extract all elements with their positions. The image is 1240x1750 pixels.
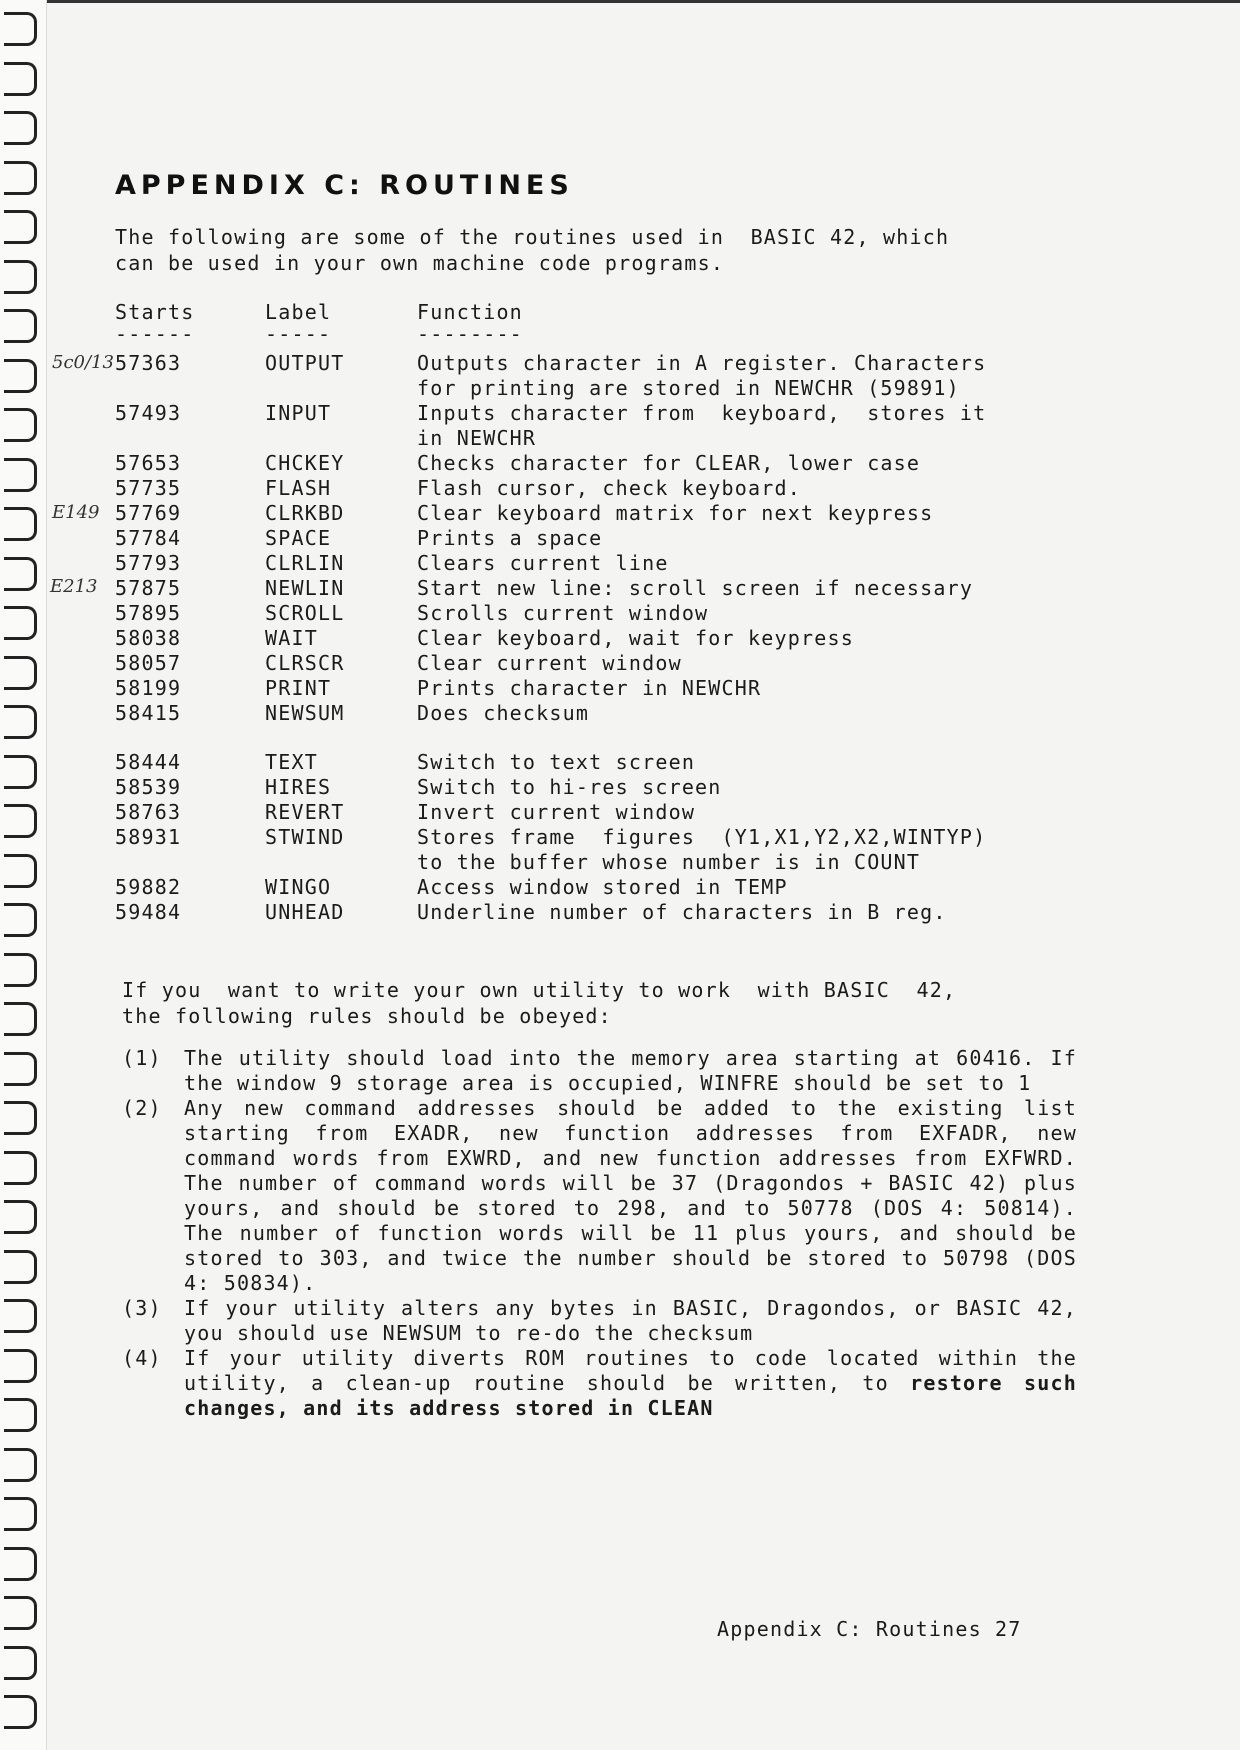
table-row xyxy=(115,676,1075,701)
routine-label: SCROLL xyxy=(265,601,345,625)
routine-function: Clear keyboard matrix for next keypress xyxy=(417,501,934,525)
routine-start-address: 58199 xyxy=(115,676,182,700)
routine-label: CLRLIN xyxy=(265,551,345,575)
routine-function: Prints character in NEWCHR xyxy=(417,676,762,700)
table-row xyxy=(115,651,1075,676)
rules-intro-paragraph: If you want to write your own utility to work with BASIC 42, the following rules should be obeyed: xyxy=(122,978,957,1028)
rule-text xyxy=(184,1346,1077,1421)
page-footer: Appendix C: Routines 27 xyxy=(717,1617,1022,1641)
routine-function: Access window stored in TEMP xyxy=(417,875,788,899)
rule-text xyxy=(184,1046,1077,1096)
intro-paragraph: The following are some of the routines used in BASIC 42, which can be used in your own machine code programs. xyxy=(115,225,950,275)
routine-start-address: 59882 xyxy=(115,875,182,899)
routine-function: Prints a space xyxy=(417,526,603,550)
rules-list xyxy=(122,1046,1077,1421)
routine-function: Switch to hi-res screen xyxy=(417,775,722,799)
routine-start-address: 58539 xyxy=(115,775,182,799)
routine-start-address: 58931 xyxy=(115,825,182,849)
routine-label: OUTPUT xyxy=(265,351,345,375)
routine-start-address: 58038 xyxy=(115,626,182,650)
rule-text-body: If your utility diverts ROM routines to code located within the utility, a clean-up routine should be written, to xyxy=(184,1346,1077,1395)
rule-text-body: If your utility alters any bytes in BASIC, Dragondos, or BASIC 42, you should use NEWSUM to re-do the checksum xyxy=(184,1296,1077,1345)
rule-number: (4) xyxy=(122,1346,162,1370)
rule-number: (1) xyxy=(122,1046,162,1070)
table-row xyxy=(115,551,1075,576)
routine-start-address: 58057 xyxy=(115,651,182,675)
table-row xyxy=(115,900,1075,925)
routine-label: PRINT xyxy=(265,676,332,700)
handwritten-annotation: E213 xyxy=(50,576,98,597)
table-row xyxy=(115,351,1075,401)
routine-start-address: 59484 xyxy=(115,900,182,924)
routine-start-address: 57875 xyxy=(115,576,182,600)
table-row xyxy=(115,626,1075,651)
table-header-underline xyxy=(115,322,1075,346)
routine-label: WINGO xyxy=(265,875,332,899)
routine-function: Inputs character from keyboard, stores it in NEWCHR xyxy=(417,401,987,450)
routine-start-address: 58444 xyxy=(115,750,182,774)
rule-text xyxy=(184,1296,1077,1346)
routine-function: Switch to text screen xyxy=(417,750,696,774)
routine-function: Flash cursor, check keyboard. xyxy=(417,476,801,500)
routine-label: INPUT xyxy=(265,401,332,425)
routines-table xyxy=(115,300,1075,925)
routine-label: NEWLIN xyxy=(265,576,345,600)
routine-function: Outputs character in A register. Characters for printing are stored in NEWCHR (59891) xyxy=(417,351,987,400)
rule-item xyxy=(122,1046,1077,1096)
routine-function: Underline number of characters in B reg. xyxy=(417,900,947,924)
routine-label: WAIT xyxy=(265,626,318,650)
routine-function: Scrolls current window xyxy=(417,601,709,625)
rule-number: (3) xyxy=(122,1296,162,1320)
routine-label: CLRKBD xyxy=(265,501,345,525)
underline-function: -------- xyxy=(417,322,523,346)
routine-function: Does checksum xyxy=(417,701,590,725)
table-row xyxy=(115,451,1075,476)
table-row xyxy=(115,875,1075,900)
group-spacer xyxy=(115,726,1075,750)
routine-start-address: 57769 xyxy=(115,501,182,525)
routine-start-address: 57784 xyxy=(115,526,182,550)
routine-label: REVERT xyxy=(265,800,345,824)
routine-label: STWIND xyxy=(265,825,345,849)
rule-text-tail: restore such changes, and its address stored in CLEAN xyxy=(184,1371,1077,1420)
table-row xyxy=(115,401,1075,451)
routine-function: Checks character for CLEAR, lower case xyxy=(417,451,921,475)
rule-text xyxy=(184,1096,1077,1296)
rule-text-body: The utility should load into the memory area starting at 60416. If the window 9 storage area is occupied, WINFRE should be set to 1 xyxy=(184,1046,1077,1095)
table-row xyxy=(115,775,1075,800)
rule-text-body: Any new command addresses should be added to the existing list starting from EXADR, new function addresses from EXFADR, new command words from EXWRD, and new function addresses from EXFWRD. The number of command words will be 37 (Dragondos + BASIC 42) plus yours, and should be stored to 298, and to 50778 (DOS 4: 50814). The number of function words will be 11 plus yours, and should be stored to 303, and twice the number should be stored to 50798 (DOS 4: 50834). xyxy=(184,1096,1077,1295)
routine-function: Clear current window xyxy=(417,651,682,675)
handwritten-annotation: 5c0/13 xyxy=(52,352,114,373)
table-row xyxy=(115,701,1075,726)
rule-item xyxy=(122,1346,1077,1421)
table-row xyxy=(115,750,1075,775)
routine-function: Clear keyboard, wait for keypress xyxy=(417,626,854,650)
routines-group-2 xyxy=(115,750,1075,925)
table-row xyxy=(115,526,1075,551)
routine-function: Clears current line xyxy=(417,551,669,575)
table-row xyxy=(115,825,1075,875)
table-row xyxy=(115,601,1075,626)
routine-function: Stores frame figures (Y1,X1,Y2,X2,WINTYP) to the buffer whose number is in COUNT xyxy=(417,825,987,874)
routine-start-address: 57793 xyxy=(115,551,182,575)
routine-start-address: 57735 xyxy=(115,476,182,500)
routine-start-address: 57363 xyxy=(115,351,182,375)
routine-label: SPACE xyxy=(265,526,332,550)
routine-label: FLASH xyxy=(265,476,332,500)
rule-item xyxy=(122,1096,1077,1296)
routines-group-1 xyxy=(115,351,1075,726)
routine-label: CHCKEY xyxy=(265,451,345,475)
routine-label: UNHEAD xyxy=(265,900,345,924)
page-title: APPENDIX C: ROUTINES xyxy=(115,170,574,201)
handwritten-annotation: E149 xyxy=(52,502,100,523)
rule-number: (2) xyxy=(122,1096,162,1120)
underline-starts: ------ xyxy=(115,322,195,346)
routine-label: TEXT xyxy=(265,750,318,774)
underline-label: ----- xyxy=(265,322,332,346)
header-label: Label xyxy=(265,300,332,324)
routine-function: Start new line: scroll screen if necessary xyxy=(417,576,974,600)
routine-start-address: 58763 xyxy=(115,800,182,824)
routine-start-address: 57895 xyxy=(115,601,182,625)
routine-label: HIRES xyxy=(265,775,332,799)
routine-start-address: 57653 xyxy=(115,451,182,475)
routine-function: Invert current window xyxy=(417,800,696,824)
table-row xyxy=(115,576,1075,601)
header-starts: Starts xyxy=(115,300,195,324)
routine-label: NEWSUM xyxy=(265,701,345,725)
routine-label: CLRSCR xyxy=(265,651,345,675)
rule-item xyxy=(122,1296,1077,1346)
routine-start-address: 57493 xyxy=(115,401,182,425)
table-row xyxy=(115,800,1075,825)
routine-start-address: 58415 xyxy=(115,701,182,725)
table-header-row xyxy=(115,300,1075,325)
header-function: Function xyxy=(417,300,523,324)
table-row xyxy=(115,476,1075,501)
table-row xyxy=(115,501,1075,526)
